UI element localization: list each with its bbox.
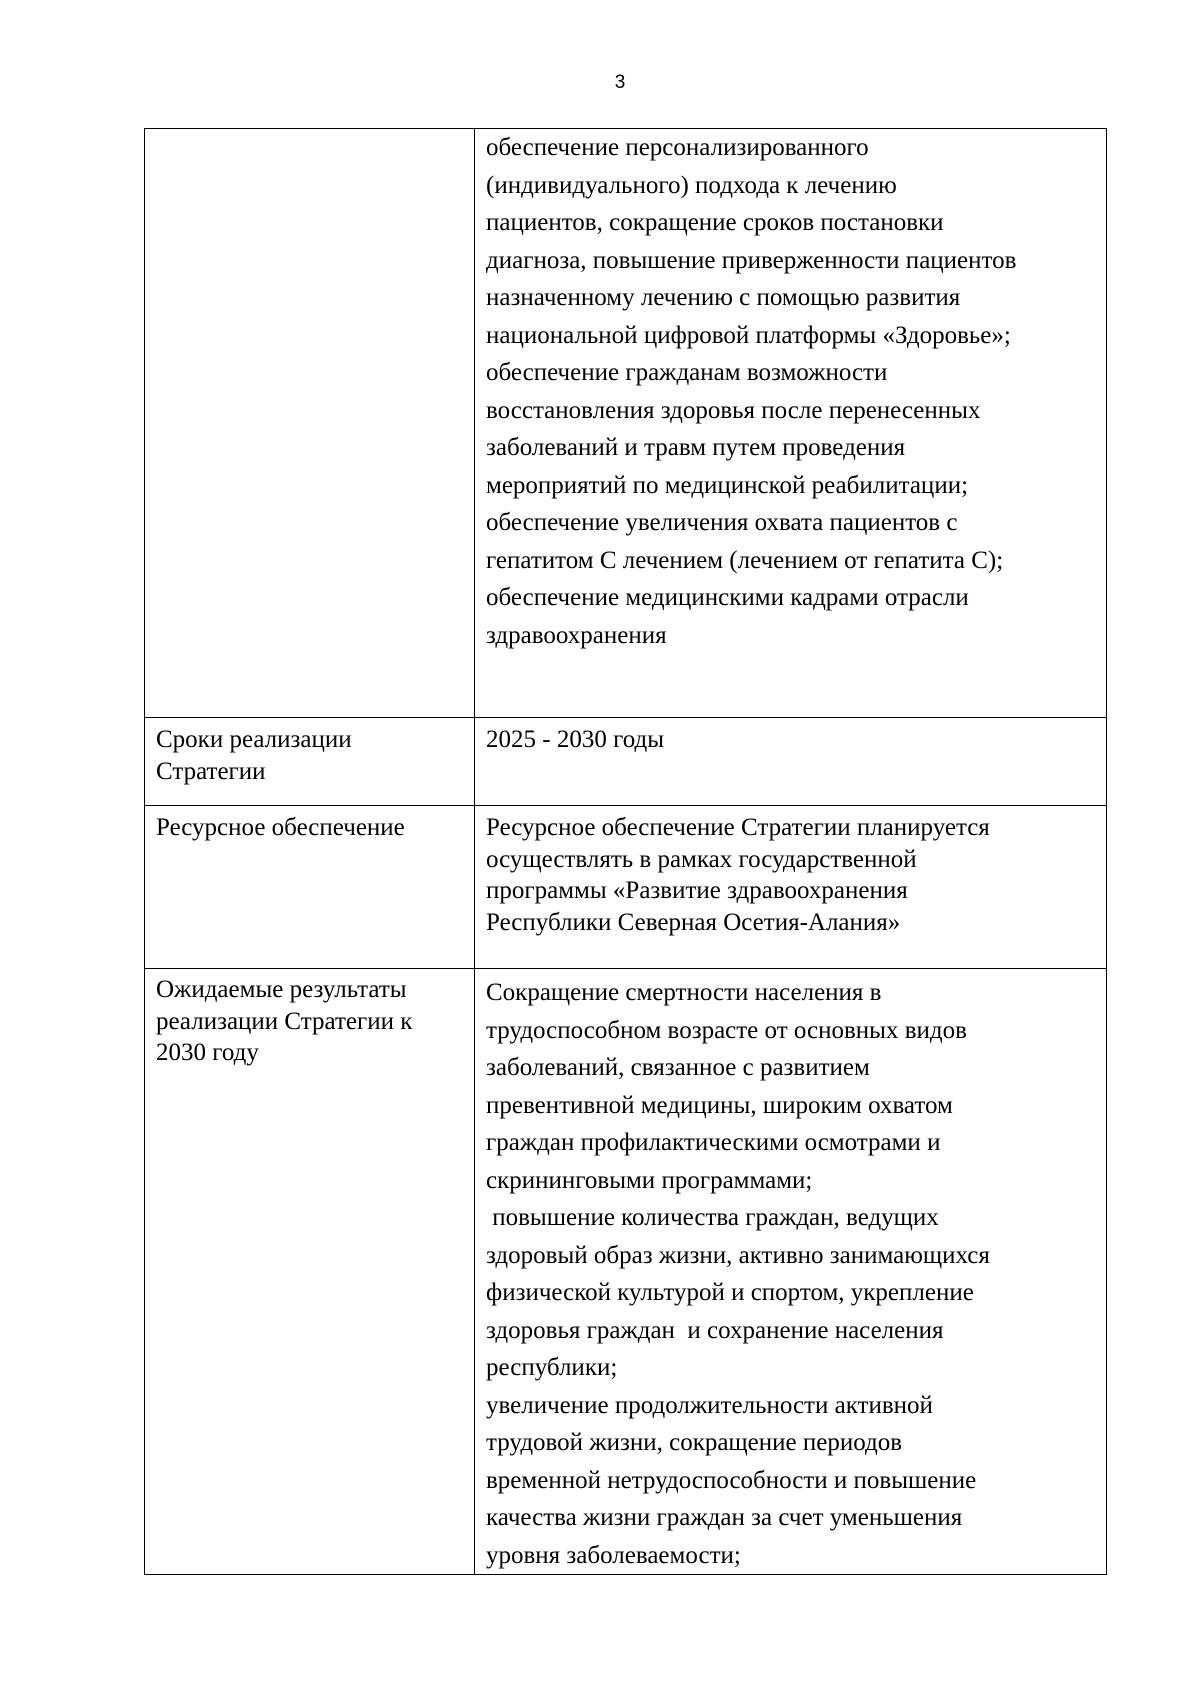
row-content-cell: [475, 718, 1107, 806]
strategy-passport-table: [144, 128, 1107, 1575]
text-line: здоровья граждан и сохранение населения: [486, 1316, 944, 1344]
text-line: осуществлять в рамках государственной: [486, 845, 917, 873]
table-row: [145, 806, 1107, 969]
text-line: качества жизни граждан за счет уменьшения: [486, 1504, 963, 1531]
text-line: Ресурсное обеспечение: [156, 814, 405, 841]
row-content-cell: [475, 969, 1107, 1575]
text-line: обеспечение персонализированного: [486, 134, 869, 161]
text-line: (индивидуального) подхода к лечению: [486, 171, 897, 199]
row-content: [475, 718, 1106, 756]
row-content: [475, 129, 1106, 654]
text-line: заболеваний, связанное с развитием: [486, 1054, 870, 1081]
text-line: программы «Развитие здравоохранения: [486, 877, 908, 904]
table-row: [145, 718, 1107, 806]
row-content: [475, 806, 1106, 938]
text-line: трудовой жизни, сокращение периодов: [486, 1429, 903, 1456]
text-line: физической культурой и спортом, укрепление: [486, 1279, 974, 1306]
row-content-cell: [475, 806, 1107, 969]
row-label: [145, 718, 474, 787]
row-label-cell: [145, 806, 475, 969]
row-label-cell: [145, 718, 475, 806]
text-line: обеспечение увеличения охвата пациентов с: [486, 509, 958, 536]
text-line: реализации Стратегии к: [156, 1007, 413, 1035]
text-line: Ожидаемые результаты: [156, 976, 407, 1003]
text-line: обеспечение медицинскими кадрами отрасли: [486, 584, 969, 611]
text-line: повышение количества граждан, ведущих: [486, 1204, 939, 1231]
text-line: обеспечение гражданам возможности: [486, 359, 888, 386]
text-line: временной нетрудоспособности и повышение: [486, 1466, 977, 1494]
text-line: превентивной медицины, широким охватом: [486, 1091, 953, 1119]
row-content: [475, 969, 1106, 1574]
text-line: Ресурсное обеспечение Стратегии планируется: [486, 814, 990, 841]
text-line: 2025 - 2030 годы: [486, 726, 665, 753]
text-line: назначенному лечению с помощью развития: [486, 284, 961, 311]
text-line: восстановления здоровья после перенесенных: [486, 396, 981, 424]
text-line: увеличение продолжительности активной: [486, 1391, 933, 1419]
text-line: Сроки реализации: [156, 726, 352, 753]
row-label: [145, 969, 474, 1069]
table-row: [145, 969, 1107, 1575]
text-line: трудоспособном возрасте от основных видов: [486, 1016, 967, 1044]
text-line: 2030 году: [156, 1039, 259, 1066]
row-label: [145, 806, 474, 844]
row-content-cell: [475, 129, 1107, 718]
row-label-cell: [145, 129, 475, 718]
page-number: 3: [614, 72, 626, 93]
text-line: Сокращение смертности населения в: [486, 979, 882, 1006]
text-line: Стратегии: [156, 757, 266, 785]
text-line: граждан профилактическими осмотрами и: [486, 1129, 941, 1156]
text-line: заболеваний и травм путем проведения: [486, 434, 906, 461]
table-row: [145, 129, 1107, 718]
row-label-cell: [145, 969, 475, 1575]
text-line: национальной цифровой платформы «Здоровье»;: [486, 321, 1011, 349]
text-line: диагноза, повышение приверженности пациентов: [486, 246, 1017, 274]
text-line: уровня заболеваемости;: [486, 1541, 741, 1569]
text-line: Республики Северная Осетия-Алания»: [486, 908, 901, 936]
text-line: здравоохранения: [486, 621, 667, 649]
text-line: скрининговыми программами;: [486, 1166, 813, 1194]
text-line: республики;: [486, 1354, 618, 1381]
text-line: мероприятий по медицинской реабилитации;: [486, 471, 969, 499]
text-line: здоровый образ жизни, активно занимающихся: [486, 1241, 990, 1269]
text-line: пациентов, сокращение сроков постановки: [486, 209, 944, 236]
text-line: гепатитом С лечением (лечением от гепатита С);: [486, 546, 1004, 574]
